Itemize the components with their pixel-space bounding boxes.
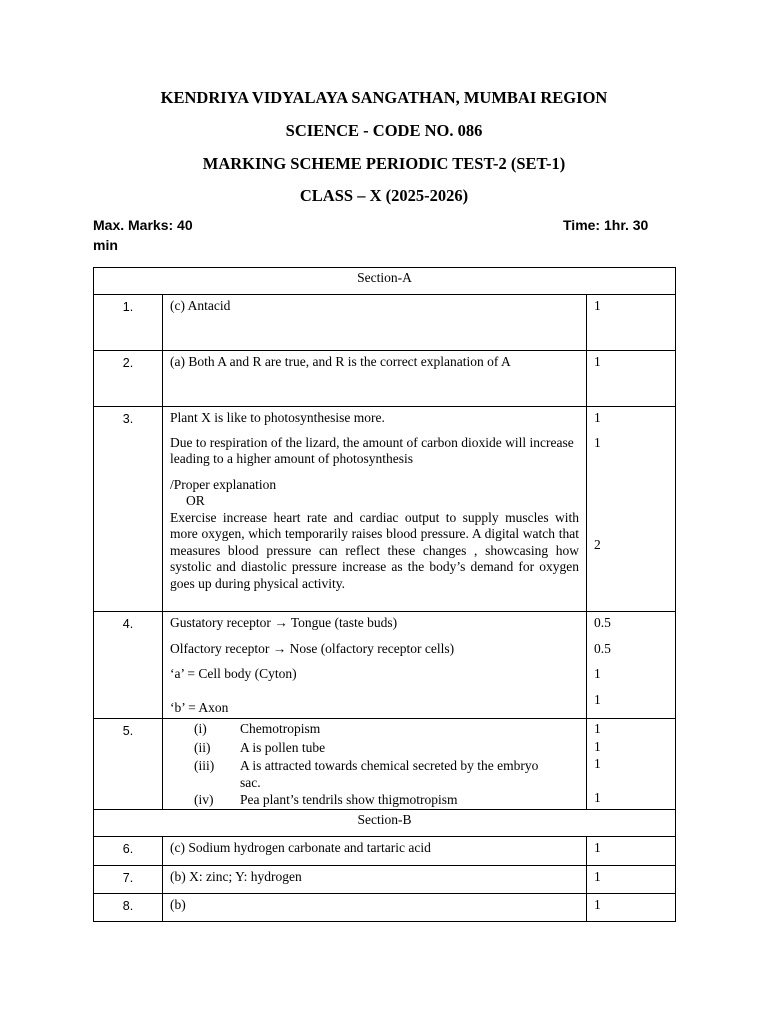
answer-cell: (b) X: zinc; Y: hydrogen <box>163 865 587 893</box>
answer-cell: (a) Both A and R are true, and R is the correct explanation of A <box>163 351 587 407</box>
question-number: 7. <box>94 865 163 893</box>
sub-answer <box>170 740 579 757</box>
table-row <box>94 407 676 612</box>
sub-answer <box>170 721 579 738</box>
sub-answer <box>170 758 579 791</box>
question-number: 8. <box>94 893 163 921</box>
answer-line: ‘a’ = Cell body (Cyton) <box>170 666 297 681</box>
question-number: 3. <box>94 407 163 612</box>
sub-answer-text: A is pollen tube <box>240 739 326 755</box>
question-number: 2. <box>94 351 163 407</box>
roman-numeral: (i) <box>194 721 207 736</box>
answer-line: /Proper explanation <box>170 476 277 492</box>
table-row <box>94 719 676 810</box>
answer-cell: (c) Sodium hydrogen carbonate and tartaric acid <box>163 836 587 865</box>
marks-cell <box>587 407 676 612</box>
table-row <box>94 351 676 407</box>
table-row <box>94 295 676 351</box>
time-allowed-continued: min <box>93 237 118 253</box>
roman-numeral: (ii) <box>194 739 211 755</box>
mark-value: 1 <box>594 666 601 681</box>
question-number: 5. <box>94 719 163 810</box>
mark-value: 1 <box>594 434 601 450</box>
roman-numeral: (iv) <box>194 792 214 807</box>
sub-answer-text: Pea plant’s tendrils show thigmotropism <box>240 792 458 807</box>
marks-cell: 1 <box>587 836 676 865</box>
mark-value: 0.5 <box>594 640 611 656</box>
question-number: 4. <box>94 612 163 719</box>
roman-numeral: (iii) <box>194 758 215 773</box>
answer-line: Exercise increase heart rate and cardiac output to supply muscles with more oxygen, which temporarily raises blood pressure. A digital watch that measures blood pressure can reflect these changes , showcasing how systolic and diastolic pressure increase as the body’s demand for oxygen goes up during physical activity. <box>170 509 579 591</box>
mark-value: 1 <box>594 789 601 805</box>
marking-scheme-table <box>93 267 676 922</box>
header-line-1: KENDRIYA VIDYALAYA SANGATHAN, MUMBAI REGION <box>160 88 608 107</box>
or-label: OR <box>186 493 205 508</box>
mark-value: 1 <box>594 691 601 707</box>
marks-cell <box>587 719 676 810</box>
table-row <box>94 893 676 921</box>
section-a-row <box>94 268 676 295</box>
mark-value: 0.5 <box>594 615 611 630</box>
answer-cell <box>163 612 587 719</box>
section-b-heading: Section-B <box>94 809 676 836</box>
answer-line: Plant X is like to photosynthesise more. <box>170 410 385 425</box>
answer-cell <box>163 407 587 612</box>
marks-cell: 1 <box>587 865 676 893</box>
answer-line: ‘b’ = Axon <box>170 699 229 715</box>
answer-line: Olfactory receptor → Nose (olfactory receptor cells) <box>170 640 455 656</box>
mark-value: 2 <box>594 537 601 552</box>
mark-value: 1 <box>594 721 601 736</box>
table-row <box>94 836 676 865</box>
answer-cell <box>163 719 587 810</box>
time-allowed: Time: 1hr. 30 <box>563 217 649 233</box>
table-row <box>94 865 676 893</box>
header-line-3: MARKING SCHEME PERIODIC TEST-2 (SET-1) <box>202 154 566 173</box>
max-marks: Max. Marks: 40 <box>93 217 193 233</box>
answer-cell: (c) Antacid <box>163 295 587 351</box>
answer-line: Gustatory receptor → Tongue (taste buds) <box>170 615 398 630</box>
section-b-row <box>94 809 676 836</box>
sub-answer-text: A is attracted towards chemical secreted by the embryo sac. <box>240 758 539 790</box>
mark-value: 1 <box>594 738 601 754</box>
header-line-4: CLASS – X (2025-2026) <box>299 186 469 205</box>
table-row <box>94 612 676 719</box>
marks-cell: 1 <box>587 295 676 351</box>
answer-line: Due to respiration of the lizard, the amount of carbon dioxide will increase leading to a higher amount of photosynthesis <box>170 434 574 466</box>
sub-answer <box>170 792 579 809</box>
answer-cell: (b) <box>163 893 587 921</box>
marks-cell: 1 <box>587 351 676 407</box>
sub-answer-text: Chemotropism <box>240 721 321 736</box>
mark-value: 1 <box>594 410 601 425</box>
marks-cell: 1 <box>587 893 676 921</box>
mark-value: 1 <box>594 756 601 771</box>
section-a-heading: Section-A <box>94 268 676 295</box>
marks-cell <box>587 612 676 719</box>
header-line-2: SCIENCE - CODE NO. 086 <box>285 121 483 140</box>
question-number: 1. <box>94 295 163 351</box>
question-number: 6. <box>94 836 163 865</box>
